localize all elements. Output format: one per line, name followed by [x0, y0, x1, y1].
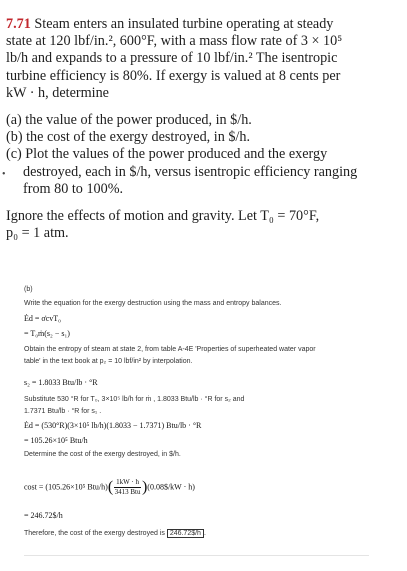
- part-a: (a) the value of the power produced, in $/h.: [6, 112, 252, 129]
- equation-2: s₂ = 1.8033 Btu/lb · °R: [24, 378, 98, 387]
- solution-step-4: Determine the cost of the exergy destroyed, in $/h.: [24, 451, 181, 458]
- bullet-mark: •: [2, 169, 6, 180]
- equation-3b: = 105.26×10⁵ Btu/h: [24, 436, 88, 445]
- cost-equation: cost = (105.26×10⁵ Btu/h)( $\frac{1kW \cdot h}{\text{3413 Btu}}$ )(0.08$/kW · h): [24, 478, 195, 496]
- solution-step-2b: table' in the text book at p₂ = 10 lbf/in² by interpolation.: [24, 358, 193, 365]
- cost-lhs: cost = (105.26×10⁵ Btu/h): [24, 482, 108, 492]
- solution-step-1: Write the equation for the exergy destruction using the mass and entropy balances.: [24, 300, 282, 307]
- solution-step-2a: Obtain the entropy of steam at state 2, from table A-4E 'Properties of superheated water vapor: [24, 346, 316, 353]
- conversion-fraction: [114, 478, 141, 497]
- problem-line-3: lb/h and expands to a pressure of 10 lbf/in.² The isentropic: [6, 50, 338, 67]
- problem-statement: [2, 16, 396, 242]
- fraction-numerator: 1kW · h: [116, 478, 139, 486]
- conclusion-line: [24, 530, 384, 537]
- problem-number: 7.71: [6, 16, 31, 32]
- bottom-divider: [24, 555, 369, 556]
- ignore-line-2: p₀ = 1 atm.: [6, 225, 69, 242]
- problem-line-2: state at 120 lbf/in.², 600°F, with a mass flow rate of 3 × 10⁵: [6, 33, 343, 50]
- conclusion-text: Therefore, the cost of the exergy destroyed is: [24, 530, 165, 537]
- conclusion-period: .: [203, 530, 206, 537]
- problem-line-1: 7.71 Steam enters an insulated turbine operating at steady: [6, 16, 334, 32]
- part-c-line-1: (c) Plot the values of the power produced and the exergy: [6, 146, 328, 163]
- part-c-line-2: destroyed, each in $/h, versus isentropic efficiency ranging: [23, 163, 358, 180]
- problem-line-4: turbine efficiency is 80%. If exergy is valued at 8 cents per: [6, 67, 341, 84]
- fraction-denominator: 3413 Btu: [114, 488, 141, 496]
- equation-4b: = 246.72$/h: [24, 511, 63, 520]
- equation-1b: = T₀ṁ(s₂ − s₁): [24, 329, 70, 338]
- problem-line-5: kW · h, determine: [6, 84, 109, 101]
- solution-step-3a: Substitute 530 °R for T₀, 3×10⁵ lb/h for ṁ , 1.8033 Btu/lb · °R for s₂ and: [24, 396, 245, 403]
- equation-1a: Ėd = σ̇cvT₀: [24, 314, 61, 323]
- part-c-line-3: from 80 to 100%.: [23, 180, 124, 197]
- equation-3a: Ėd = (530°R)(3×10⁵ lb/h)(1.8033 − 1.7371) Btu/lb · °R: [24, 421, 202, 430]
- ignore-line-1: Ignore the effects of motion and gravity. Let T₀ = 70°F,: [6, 208, 320, 225]
- part-b: (b) the cost of the exergy destroyed, in $/h.: [6, 129, 251, 146]
- solution-part-label: (b): [24, 286, 33, 293]
- solution-step-3b: 1.7371 Btu/lb · °R for s₁ .: [24, 408, 102, 415]
- answer-box: 246.72$/h: [167, 529, 204, 538]
- cost-rhs: (0.08$/kW · h): [147, 482, 195, 492]
